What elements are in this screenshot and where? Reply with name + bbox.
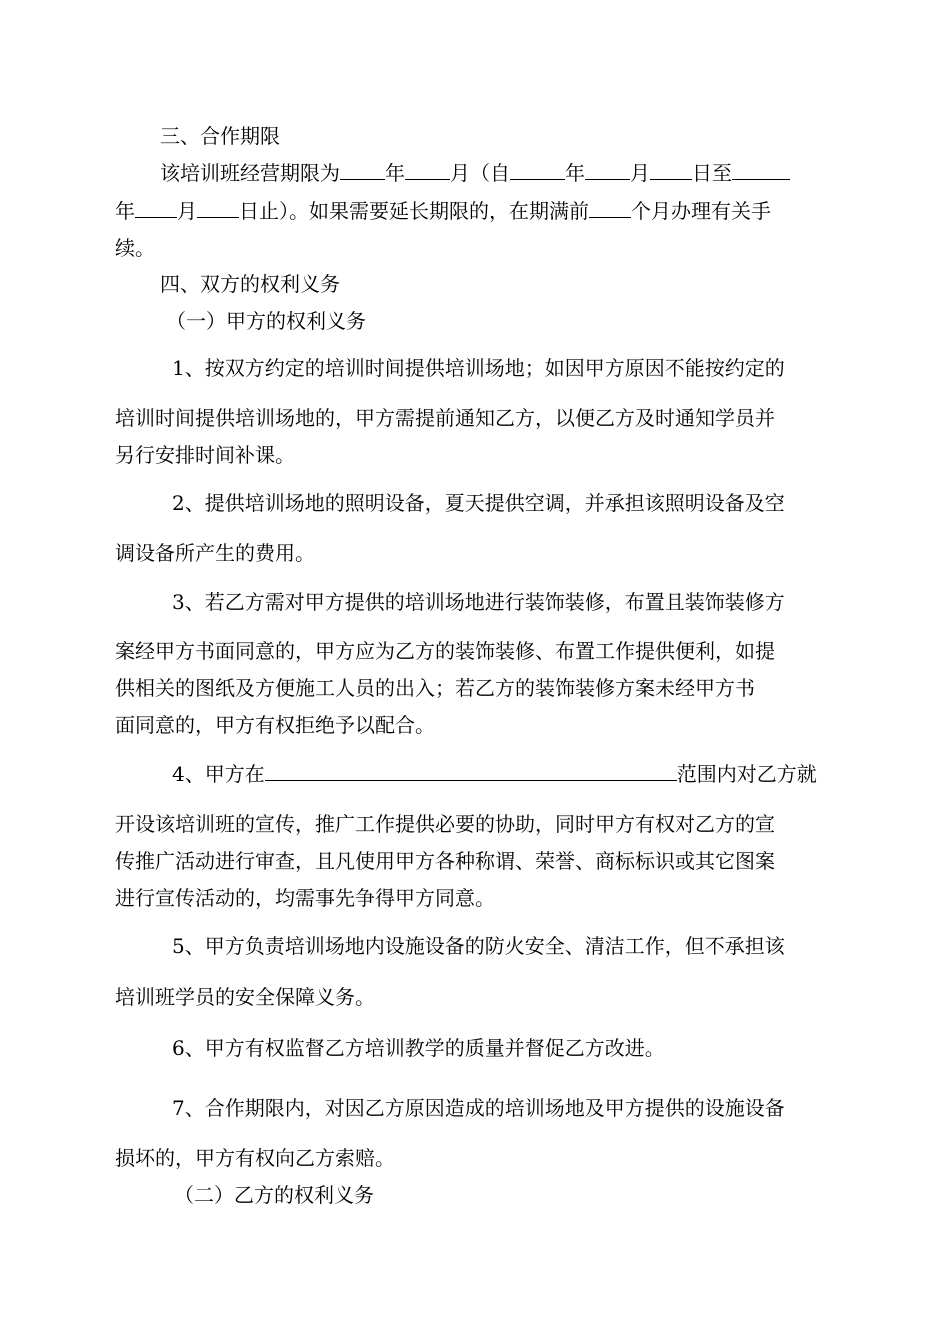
section-3-line-2 <box>115 199 771 223</box>
item-3-line-2: 案经甲方书面同意的，甲方应为乙方的装饰装修、布置工作提供便利，如提 <box>115 639 775 663</box>
blank-start-year <box>510 161 565 180</box>
item-1-line-3: 另行安排时间补课。 <box>115 443 295 467</box>
term-text-f: 日至 <box>692 161 732 185</box>
item-4-line-1 <box>172 762 817 786</box>
item-1-line-1: 1、按双方约定的培训时间提供培训场地；如因甲方原因不能按约定的 <box>172 356 785 380</box>
item-2-line-2: 调设备所产生的费用。 <box>115 541 315 565</box>
party-b-heading: （二）乙方的权利义务 <box>174 1183 374 1207</box>
blank-start-day <box>650 161 692 180</box>
term-text-c: 月（自 <box>450 161 510 185</box>
item-3-line-1: 3、若乙方需对甲方提供的培训场地进行装饰装修，布置且装饰装修方 <box>172 590 785 614</box>
section-3-line-1 <box>160 161 790 185</box>
term-text-i: 日止）。如果需要延长期限的，在期满前 <box>239 199 589 223</box>
blank-start-month <box>585 161 630 180</box>
term-text-b: 年 <box>385 161 405 185</box>
item-4-line-4: 进行宣传活动的，均需事先争得甲方同意。 <box>115 886 495 910</box>
item-4-line-3: 传推广活动进行审查，且凡使用甲方各种称谓、荣誉、商标标识或其它图案 <box>115 849 775 873</box>
item-4-text-a: 4、甲方在 <box>172 762 265 786</box>
section-3-line-3: 续。 <box>115 236 155 260</box>
term-text-e: 月 <box>630 161 650 185</box>
blank-area <box>265 762 677 781</box>
item-2-line-1: 2、提供培训场地的照明设备，夏天提供空调，并承担该照明设备及空 <box>172 491 785 515</box>
term-text-d: 年 <box>565 161 585 185</box>
item-7-line-1: 7、合作期限内，对因乙方原因造成的培训场地及甲方提供的设施设备 <box>172 1096 785 1120</box>
item-1-line-2: 培训时间提供培训场地的，甲方需提前通知乙方，以便乙方及时通知学员并 <box>115 406 775 430</box>
item-6-line-1: 6、甲方有权监督乙方培训教学的质量并督促乙方改进。 <box>172 1036 665 1060</box>
blank-notice-months <box>589 199 631 218</box>
blank-months <box>405 161 450 180</box>
item-4-text-b: 范围内对乙方就 <box>676 762 817 786</box>
item-7-line-2: 损坏的，甲方有权向乙方索赔。 <box>115 1146 395 1170</box>
blank-end-month <box>135 199 177 218</box>
item-4-line-2: 开设该培训班的宣传，推广工作提供必要的协助，同时甲方有权对乙方的宣 <box>115 812 775 836</box>
item-3-line-3: 供相关的图纸及方便施工人员的出入；若乙方的装饰装修方案未经甲方书 <box>115 676 755 700</box>
term-text-a: 该培训班经营期限为 <box>160 161 340 185</box>
term-text-j: 个月办理有关手 <box>631 199 771 223</box>
item-3-line-4: 面同意的，甲方有权拒绝予以配合。 <box>115 713 435 737</box>
section-3-heading: 三、合作期限 <box>160 124 280 148</box>
party-a-heading: （一）甲方的权利义务 <box>166 309 366 333</box>
item-5-line-2: 培训班学员的安全保障义务。 <box>115 985 375 1009</box>
item-5-line-1: 5、甲方负责培训场地内设施设备的防火安全、清洁工作，但不承担该 <box>172 934 785 958</box>
term-text-h: 月 <box>177 199 197 223</box>
blank-end-day <box>197 199 239 218</box>
term-text-g: 年 <box>115 199 135 223</box>
section-4-heading: 四、双方的权利义务 <box>160 272 340 296</box>
blank-end-year <box>732 161 790 180</box>
blank-years <box>340 161 385 180</box>
